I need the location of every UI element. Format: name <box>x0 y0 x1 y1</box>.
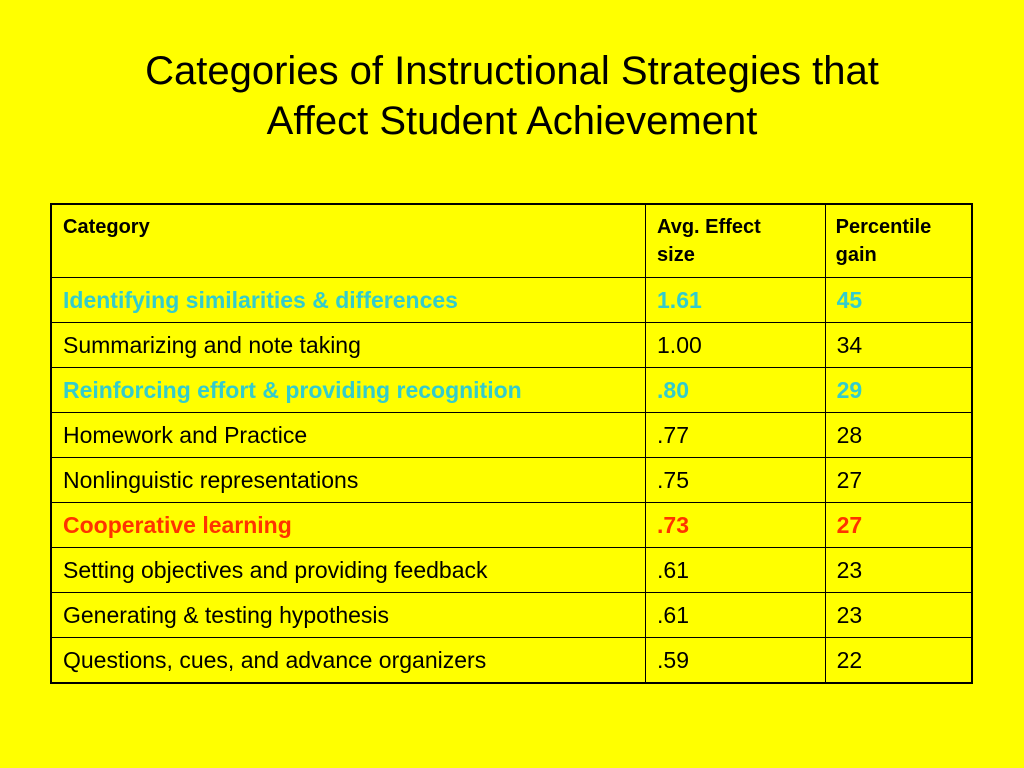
header-effect-size <box>646 204 826 278</box>
table-row <box>51 278 972 323</box>
category-cell: Nonlinguistic representations <box>51 458 646 503</box>
category-cell: Summarizing and note taking <box>51 323 646 368</box>
category-cell: Questions, cues, and advance organizers <box>51 638 646 684</box>
percentile-gain-cell: 27 <box>825 503 972 548</box>
percentile-gain-cell: 34 <box>825 323 972 368</box>
header-effect-line-2: size <box>657 244 695 266</box>
effect-size-cell: .61 <box>646 593 826 638</box>
table-row <box>51 548 972 593</box>
table-row <box>51 368 972 413</box>
table-body <box>51 278 972 684</box>
header-gain-line-2: gain <box>835 244 877 266</box>
table-row <box>51 458 972 503</box>
slide-title-line-1: Categories of Instructional Strategies that <box>145 49 879 93</box>
effect-size-cell: .80 <box>646 368 826 413</box>
slide-title-line-2: Affect Student Achievement <box>266 99 758 143</box>
table-header-row <box>51 204 972 278</box>
category-cell: Cooperative learning <box>51 503 646 548</box>
percentile-gain-cell: 22 <box>825 638 972 684</box>
category-cell: Setting objectives and providing feedback <box>51 548 646 593</box>
effect-size-cell: .61 <box>646 548 826 593</box>
percentile-gain-cell: 29 <box>825 368 972 413</box>
effect-size-cell: .75 <box>646 458 826 503</box>
category-cell: Generating & testing hypothesis <box>51 593 646 638</box>
header-category-label: Category <box>63 216 150 238</box>
effect-size-cell: .77 <box>646 413 826 458</box>
percentile-gain-cell: 28 <box>825 413 972 458</box>
percentile-gain-cell: 27 <box>825 458 972 503</box>
header-percentile-gain <box>825 204 972 278</box>
effect-size-cell: 1.00 <box>646 323 826 368</box>
table-row <box>51 413 972 458</box>
header-gain-line-1: Percentile <box>835 216 932 238</box>
table-row <box>51 638 972 684</box>
effect-size-cell: 1.61 <box>646 278 826 323</box>
category-cell: Identifying similarities & differences <box>51 278 646 323</box>
header-category <box>51 204 646 278</box>
percentile-gain-cell: 23 <box>825 548 972 593</box>
slide-title <box>0 46 1024 146</box>
effect-size-cell: .73 <box>646 503 826 548</box>
header-effect-line-1: Avg. Effect <box>657 216 761 238</box>
table-row <box>51 593 972 638</box>
percentile-gain-cell: 23 <box>825 593 972 638</box>
strategies-table <box>50 203 973 684</box>
category-cell: Homework and Practice <box>51 413 646 458</box>
category-cell: Reinforcing effort & providing recognition <box>51 368 646 413</box>
table-row <box>51 323 972 368</box>
table-row <box>51 503 972 548</box>
effect-size-cell: .59 <box>646 638 826 684</box>
percentile-gain-cell: 45 <box>825 278 972 323</box>
